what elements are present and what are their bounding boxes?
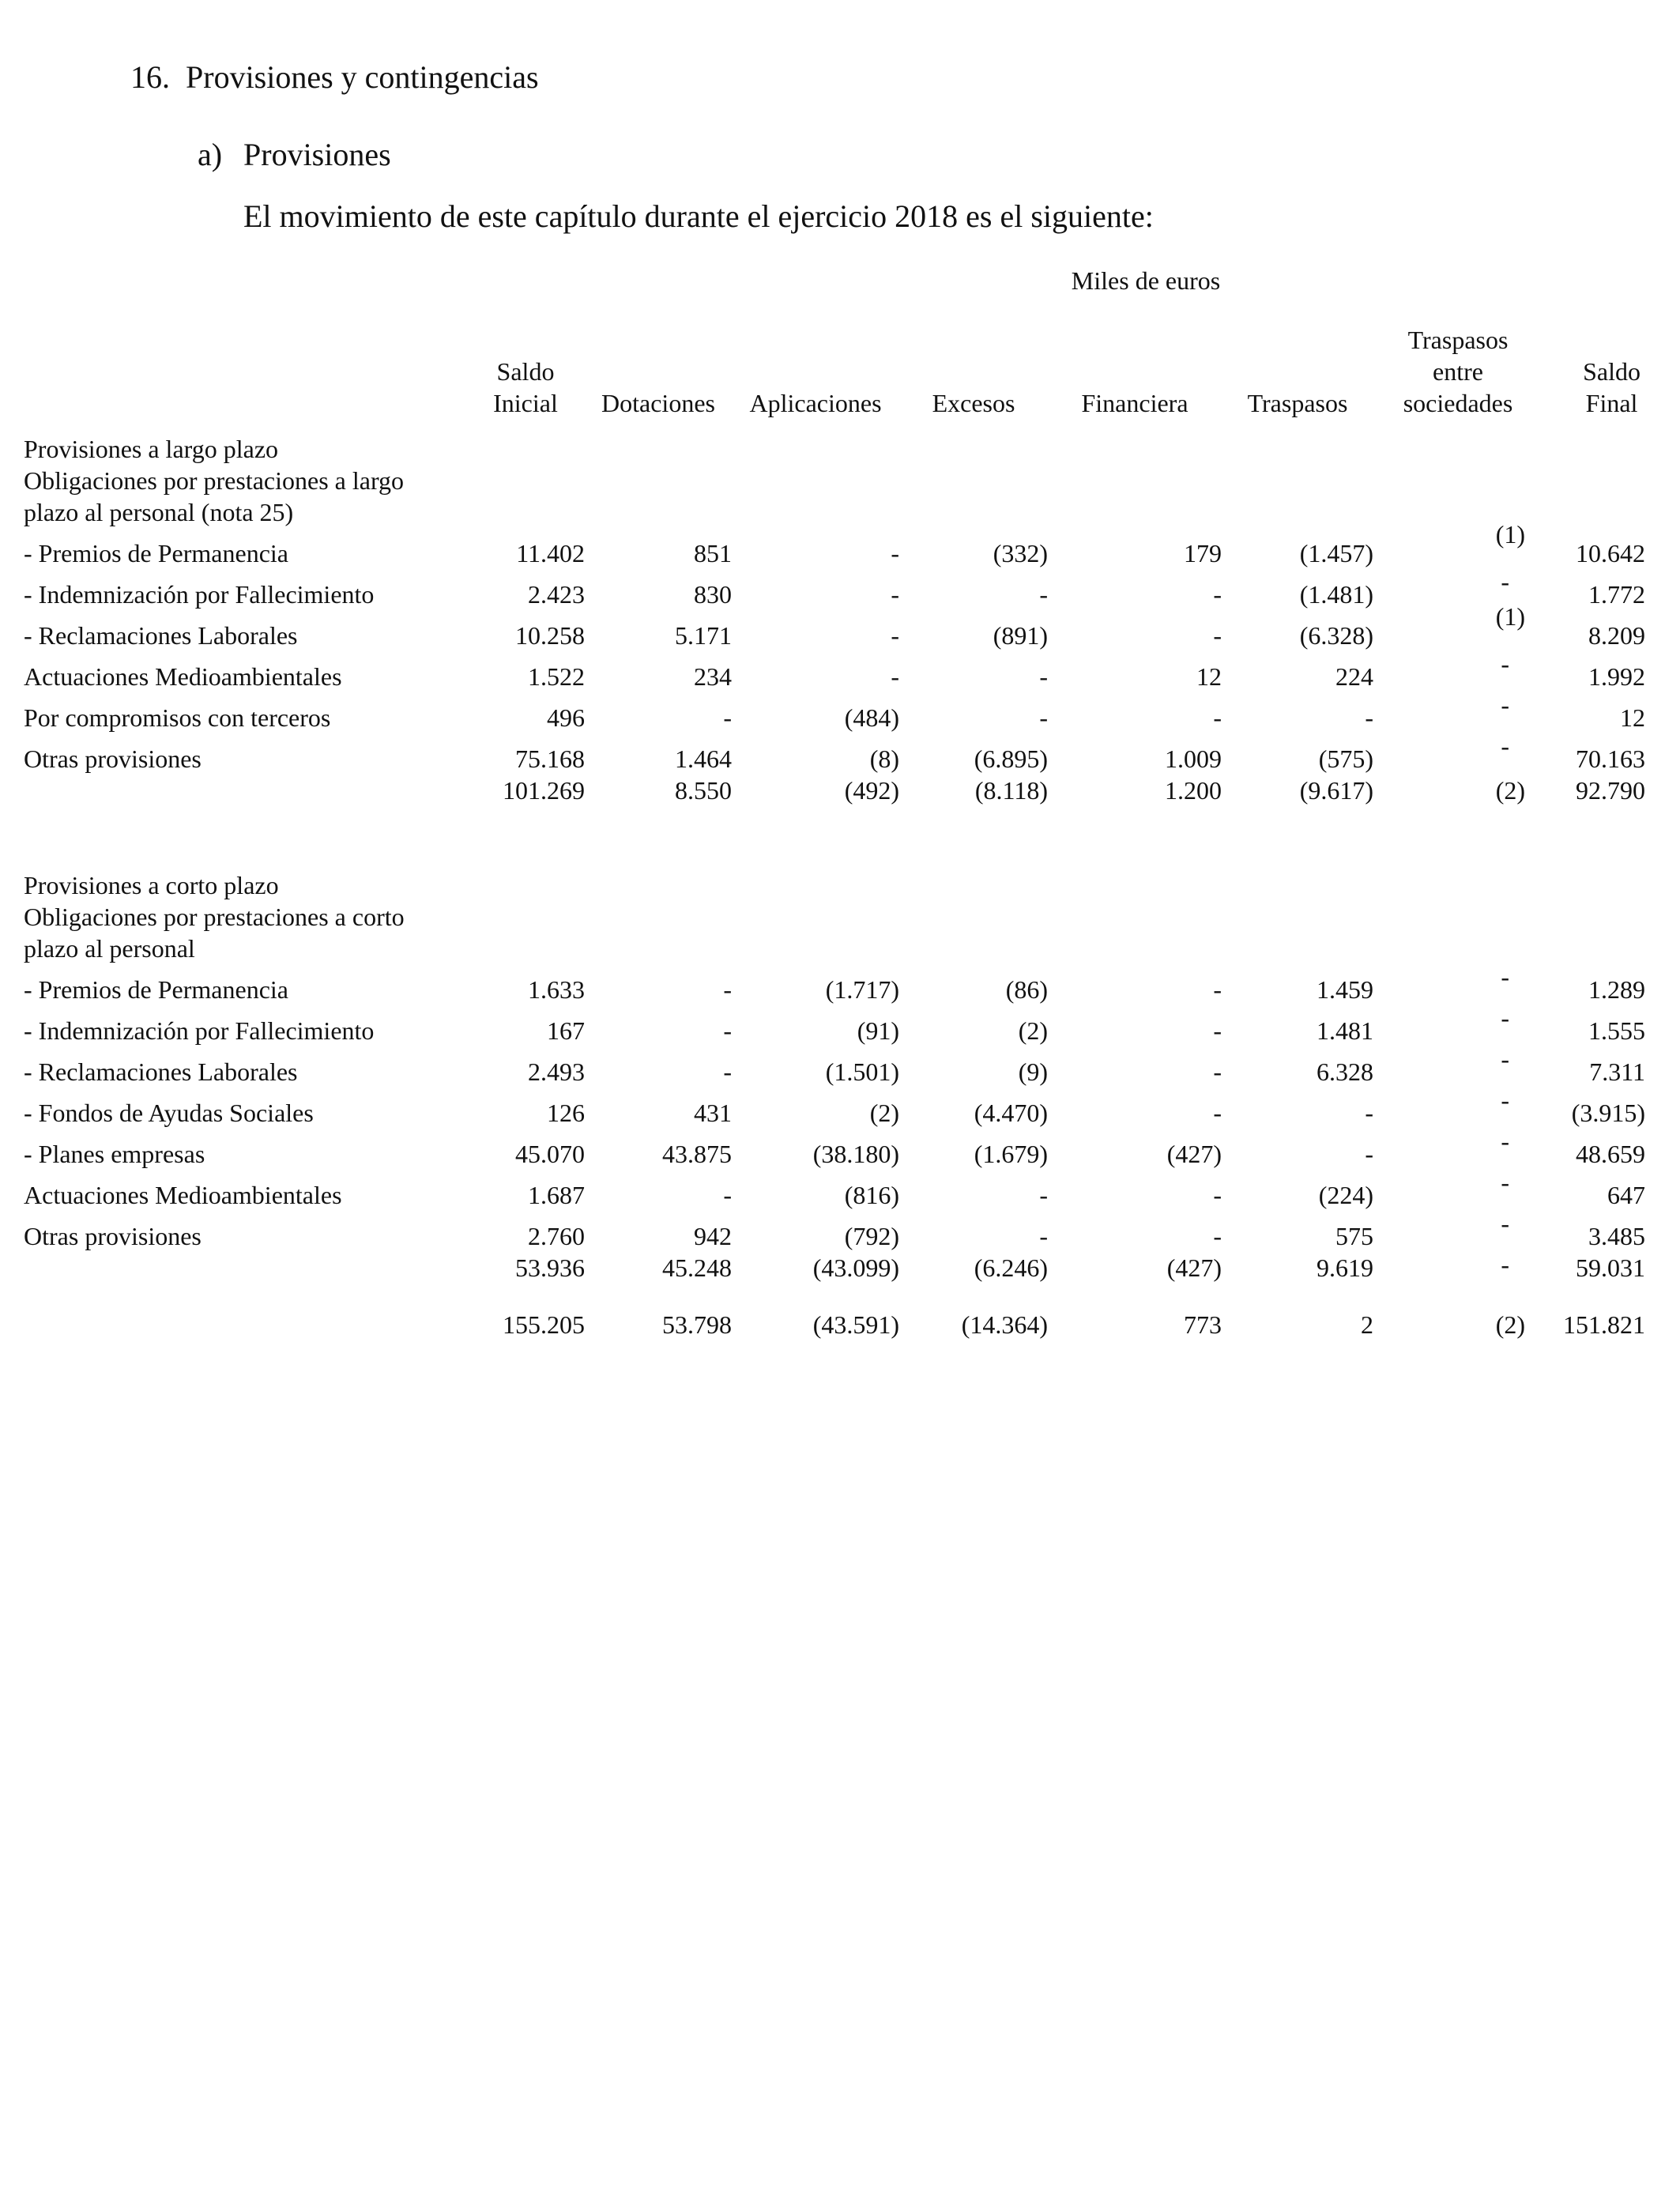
cell-value: - [1501,1127,1509,1155]
grand-total-row [24,1299,1645,1340]
cell-traspasos: - [1365,703,1373,732]
cell-value: (1) [1495,520,1525,548]
spacer-cell [24,806,1645,857]
cell-saldo-inicial: 11.402 [516,539,585,567]
cell-excesos: (86) [1005,975,1048,1004]
row-label: - Reclamaciones Laborales [24,621,298,650]
intro-paragraph: El movimiento de este capítulo durante el ejercicio 2018 es el siguiente: [243,198,1154,234]
cell-aplicaciones: - [891,621,899,650]
cell-traspasos-sociedades [1373,602,1543,651]
cell-saldo-final: (3.915) [1571,1099,1645,1127]
cell-dotaciones: 851 [694,539,732,567]
row-label: - Premios de Permanencia [24,539,288,567]
empty-cell [1048,901,1222,964]
cell-traspasos: 6.328 [1317,1057,1373,1086]
table-row [24,692,1645,733]
cell-financiera: 12 [1196,662,1222,691]
row-label: Por compromisos con terceros [24,703,331,732]
cell-traspasos: 224 [1335,662,1373,691]
row-label: - Fondos de Ayudas Sociales [24,1099,314,1127]
table-row [24,1088,1645,1129]
empty-cell [899,420,1048,465]
cell-excesos: (14.364) [961,1310,1048,1339]
empty-cell [466,420,585,465]
row-label: Actuaciones Medioambientales [24,1181,342,1209]
empty-cell [1222,465,1373,528]
header-saldo-final: Saldo Final [1583,357,1640,417]
cell-financiera: - [1213,1222,1222,1250]
cell-financiera: - [1213,621,1222,650]
row-label: - Premios de Permanencia [24,975,288,1004]
cell-saldo-inicial: 155.205 [503,1310,585,1339]
cell-value: (2) [1495,776,1525,805]
section-title-corto-plazo [24,857,1645,901]
cell-excesos: - [1039,580,1048,609]
cell-value: - [1501,1209,1509,1238]
empty-cell [1222,857,1373,901]
table-row [24,1211,1645,1252]
cell-financiera: - [1213,1181,1222,1209]
cell-excesos: (891) [993,621,1048,650]
cell-financiera: 179 [1184,539,1222,567]
cell-value: - [1501,1168,1509,1197]
cell-saldo-final: 70.163 [1576,745,1645,773]
group-label-largo-plazo-label [24,465,466,528]
empty-cell [732,857,899,901]
table-row [24,1129,1645,1170]
cell-saldo-inicial: 1.633 [528,975,585,1004]
cell-financiera: - [1213,975,1222,1004]
cell-dotaciones: 53.798 [662,1310,732,1339]
section-number: 16. [130,59,170,95]
cell-saldo-inicial: 1.687 [528,1181,585,1209]
section-title-largo-plazo-label: Provisiones a largo plazo [24,435,279,463]
cell-dotaciones: - [723,975,732,1004]
cell-traspasos-sociedades [1373,1088,1543,1129]
cell-traspasos-sociedades [1373,1252,1543,1284]
header-aplicaciones: Aplicaciones [749,389,882,417]
cell-value: - [1501,691,1509,719]
empty-cell [732,420,899,465]
cell-saldo-final: 59.031 [1576,1253,1645,1282]
table-row [24,651,1645,692]
cell-financiera: - [1213,1057,1222,1086]
section-title-corto-plazo-label: Provisiones a corto plazo [24,871,279,899]
empty-cell [1048,857,1222,901]
cell-dotaciones: - [723,1016,732,1045]
header-traspasos: Traspasos [1247,389,1348,417]
cell-saldo-final: 92.790 [1576,776,1645,805]
row-label: - Reclamaciones Laborales [24,1057,298,1086]
cell-financiera: - [1213,703,1222,732]
cell-financiera: 773 [1184,1310,1222,1339]
cell-saldo-inicial: 2.493 [528,1057,585,1086]
empty-cell [1373,420,1543,465]
cell-dotaciones: 1.464 [675,745,732,773]
cell-excesos: (4.470) [974,1099,1048,1127]
cell-saldo-final: 647 [1607,1181,1645,1209]
cell-traspasos-sociedades [1373,733,1543,775]
cell-saldo-final: 1.555 [1588,1016,1645,1045]
empty-cell [1373,857,1543,901]
row-label: - Indemnización por Fallecimiento [24,580,375,609]
cell-saldo-inicial: 1.522 [528,662,585,691]
cell-aplicaciones: (1.501) [825,1057,899,1086]
cell-dotaciones: - [723,1181,732,1209]
cell-dotaciones: 8.550 [675,776,732,805]
cell-financiera: 1.009 [1165,745,1222,773]
empty-cell [1543,465,1645,528]
empty-cell [1222,420,1373,465]
row-label [24,1252,466,1284]
empty-cell [732,901,899,964]
cell-excesos: (2) [1018,1016,1048,1045]
cell-traspasos-sociedades [1373,520,1543,569]
row-label: Otras provisiones [24,1222,202,1250]
empty-cell [732,465,899,528]
subsection-title: Provisiones [243,137,391,172]
group-label-corto-plazo-line: Obligaciones por prestaciones a corto [24,903,405,931]
cell-excesos: - [1039,1181,1048,1209]
header-concept [24,324,466,420]
cell-traspasos: 1.481 [1317,1016,1373,1045]
cell-traspasos-sociedades [1373,1046,1543,1088]
empty-cell [585,465,732,528]
cell-traspasos: (9.617) [1299,776,1373,805]
cell-aplicaciones: (792) [844,1222,899,1250]
cell-saldo-inicial: 2.760 [528,1222,585,1250]
header-traspasos-sociedades: Traspasos entre sociedades [1403,326,1513,417]
cell-value: - [1501,650,1509,678]
cell-saldo-final: 1.992 [1588,662,1645,691]
cell-saldo-final: 12 [1620,703,1645,732]
cell-dotaciones: 43.875 [662,1140,732,1168]
empty-cell [899,901,1048,964]
subtotal-row [24,775,1645,806]
cell-traspasos-sociedades [1373,964,1543,1005]
section-title-largo-plazo [24,420,1645,465]
header-financiera: Financiera [1081,389,1188,417]
cell-financiera: 1.200 [1165,776,1222,805]
cell-traspasos-sociedades [1373,1211,1543,1252]
cell-excesos: (332) [993,539,1048,567]
empty-cell [899,857,1048,901]
row-label: Otras provisiones [24,745,202,773]
cell-traspasos: (1.457) [1299,539,1373,567]
empty-cell [1543,420,1645,465]
subtotal-row [24,1252,1645,1284]
cell-value: (1) [1495,602,1525,631]
cell-aplicaciones: (91) [857,1016,899,1045]
cell-financiera: - [1213,1016,1222,1045]
spacer-row [24,1284,1645,1299]
cell-dotaciones: - [723,703,732,732]
group-label-largo-plazo-line: plazo al personal (nota 25) [24,498,294,526]
cell-saldo-final: 1.772 [1588,580,1645,609]
cell-traspasos-sociedades [1373,1170,1543,1211]
empty-cell [1048,420,1222,465]
cell-dotaciones: - [723,1057,732,1086]
cell-traspasos: (224) [1318,1181,1373,1209]
cell-saldo-inicial: 45.070 [515,1140,585,1168]
cell-traspasos: (6.328) [1299,621,1373,650]
cell-excesos: (8.118) [974,776,1048,805]
cell-aplicaciones: (816) [844,1181,899,1209]
cell-value: (2) [1495,1310,1525,1339]
cell-excesos: - [1039,662,1048,691]
cell-saldo-inicial: 496 [547,703,585,732]
empty-cell [1222,901,1373,964]
empty-cell [1543,901,1645,964]
cell-traspasos-sociedades [1373,775,1543,806]
empty-cell [1373,901,1543,964]
cell-traspasos-sociedades [1373,1299,1543,1340]
cell-saldo-final: 151.821 [1563,1310,1645,1339]
cell-value: - [1501,1004,1509,1032]
row-label: - Planes empresas [24,1140,205,1168]
cell-excesos: - [1039,1222,1048,1250]
cell-saldo-final: 1.289 [1588,975,1645,1004]
cell-traspasos-sociedades [1373,651,1543,692]
table-header-row [24,324,1645,420]
group-label-corto-plazo [24,901,1645,964]
cell-financiera: (427) [1166,1140,1222,1168]
header-dotaciones: Dotaciones [601,389,715,417]
cell-saldo-inicial: 167 [547,1016,585,1045]
cell-financiera: - [1213,1099,1222,1127]
cell-dotaciones: 830 [694,580,732,609]
cell-traspasos: - [1365,1140,1373,1168]
cell-dotaciones: 431 [694,1099,732,1127]
table-row [24,610,1645,651]
cell-excesos: (9) [1018,1057,1048,1086]
empty-cell [466,857,585,901]
header-saldo-inicial: Saldo Inicial [493,357,558,417]
spacer-row [24,806,1645,857]
cell-aplicaciones: (38.180) [812,1140,899,1168]
cell-saldo-final: 48.659 [1576,1140,1645,1168]
cell-saldo-inicial: 75.168 [515,745,585,773]
cell-saldo-inicial: 101.269 [503,776,585,805]
cell-traspasos: - [1365,1099,1373,1127]
cell-traspasos-sociedades [1373,692,1543,733]
cell-value: - [1501,1250,1509,1279]
cell-financiera: - [1213,580,1222,609]
cell-traspasos-sociedades [1373,1129,1543,1170]
provisions-movement-table [24,324,1645,1340]
table-row [24,964,1645,1005]
units-label: Miles de euros [1071,266,1221,295]
empty-cell [899,465,1048,528]
cell-saldo-final: 8.209 [1588,621,1645,650]
group-label-corto-plazo-label [24,901,466,964]
empty-cell [466,465,585,528]
table-row [24,1046,1645,1088]
cell-traspasos: 9.619 [1317,1253,1373,1282]
cell-aplicaciones: (484) [844,703,899,732]
cell-aplicaciones: (2) [869,1099,899,1127]
cell-dotaciones: 5.171 [675,621,732,650]
subsection-letter: a) [198,137,223,172]
group-label-largo-plazo [24,465,1645,528]
cell-excesos: (6.895) [974,745,1048,773]
cell-excesos: (6.246) [974,1253,1048,1282]
cell-aplicaciones: (492) [844,776,899,805]
table-row [24,569,1645,610]
table-row [24,1005,1645,1046]
table-row [24,528,1645,569]
group-label-corto-plazo-line: plazo al personal [24,934,195,963]
cell-aplicaciones: - [891,580,899,609]
empty-cell [1543,857,1645,901]
cell-aplicaciones: (43.099) [812,1253,899,1282]
cell-value: - [1501,732,1509,760]
row-label [24,775,466,806]
cell-dotaciones: 942 [694,1222,732,1250]
cell-saldo-final: 10.642 [1576,539,1645,567]
row-label: - Indemnización por Fallecimiento [24,1016,375,1045]
table-row [24,733,1645,775]
header-excesos: Excesos [932,389,1015,417]
cell-excesos: (1.679) [974,1140,1048,1168]
cell-aplicaciones: (1.717) [825,975,899,1004]
cell-saldo-inicial: 53.936 [515,1253,585,1282]
cell-saldo-inicial: 2.423 [528,580,585,609]
section-heading [130,58,539,96]
empty-cell [466,901,585,964]
group-label-largo-plazo-line: Obligaciones por prestaciones a largo [24,466,405,495]
table-row [24,1170,1645,1211]
cell-traspasos: 575 [1335,1222,1373,1250]
row-label: Actuaciones Medioambientales [24,662,342,691]
cell-value: - [1501,1086,1509,1114]
cell-excesos: - [1039,703,1048,732]
cell-traspasos: (575) [1318,745,1373,773]
empty-cell [1048,465,1222,528]
empty-cell [585,420,732,465]
cell-value: - [1501,963,1509,991]
empty-cell [585,857,732,901]
cell-financiera: (427) [1166,1253,1222,1282]
subsection-heading [198,136,391,173]
cell-saldo-final: 3.485 [1588,1222,1645,1250]
cell-aplicaciones: (43.591) [812,1310,899,1339]
cell-saldo-inicial: 126 [547,1099,585,1127]
cell-traspasos: 2 [1361,1310,1373,1339]
cell-value: - [1501,567,1509,596]
cell-aplicaciones: (8) [869,745,899,773]
empty-cell [585,901,732,964]
cell-value: - [1501,1045,1509,1073]
cell-traspasos-sociedades [1373,1005,1543,1046]
section-title: Provisiones y contingencias [186,59,539,95]
cell-saldo-final: 7.311 [1589,1057,1645,1086]
cell-aplicaciones: - [891,662,899,691]
cell-traspasos: (1.481) [1299,580,1373,609]
cell-dotaciones: 234 [694,662,732,691]
cell-traspasos: 1.459 [1317,975,1373,1004]
cell-aplicaciones: - [891,539,899,567]
spacer-cell [24,1284,1645,1299]
row-label [24,1299,466,1340]
cell-saldo-inicial: 10.258 [515,621,585,650]
cell-dotaciones: 45.248 [662,1253,732,1282]
